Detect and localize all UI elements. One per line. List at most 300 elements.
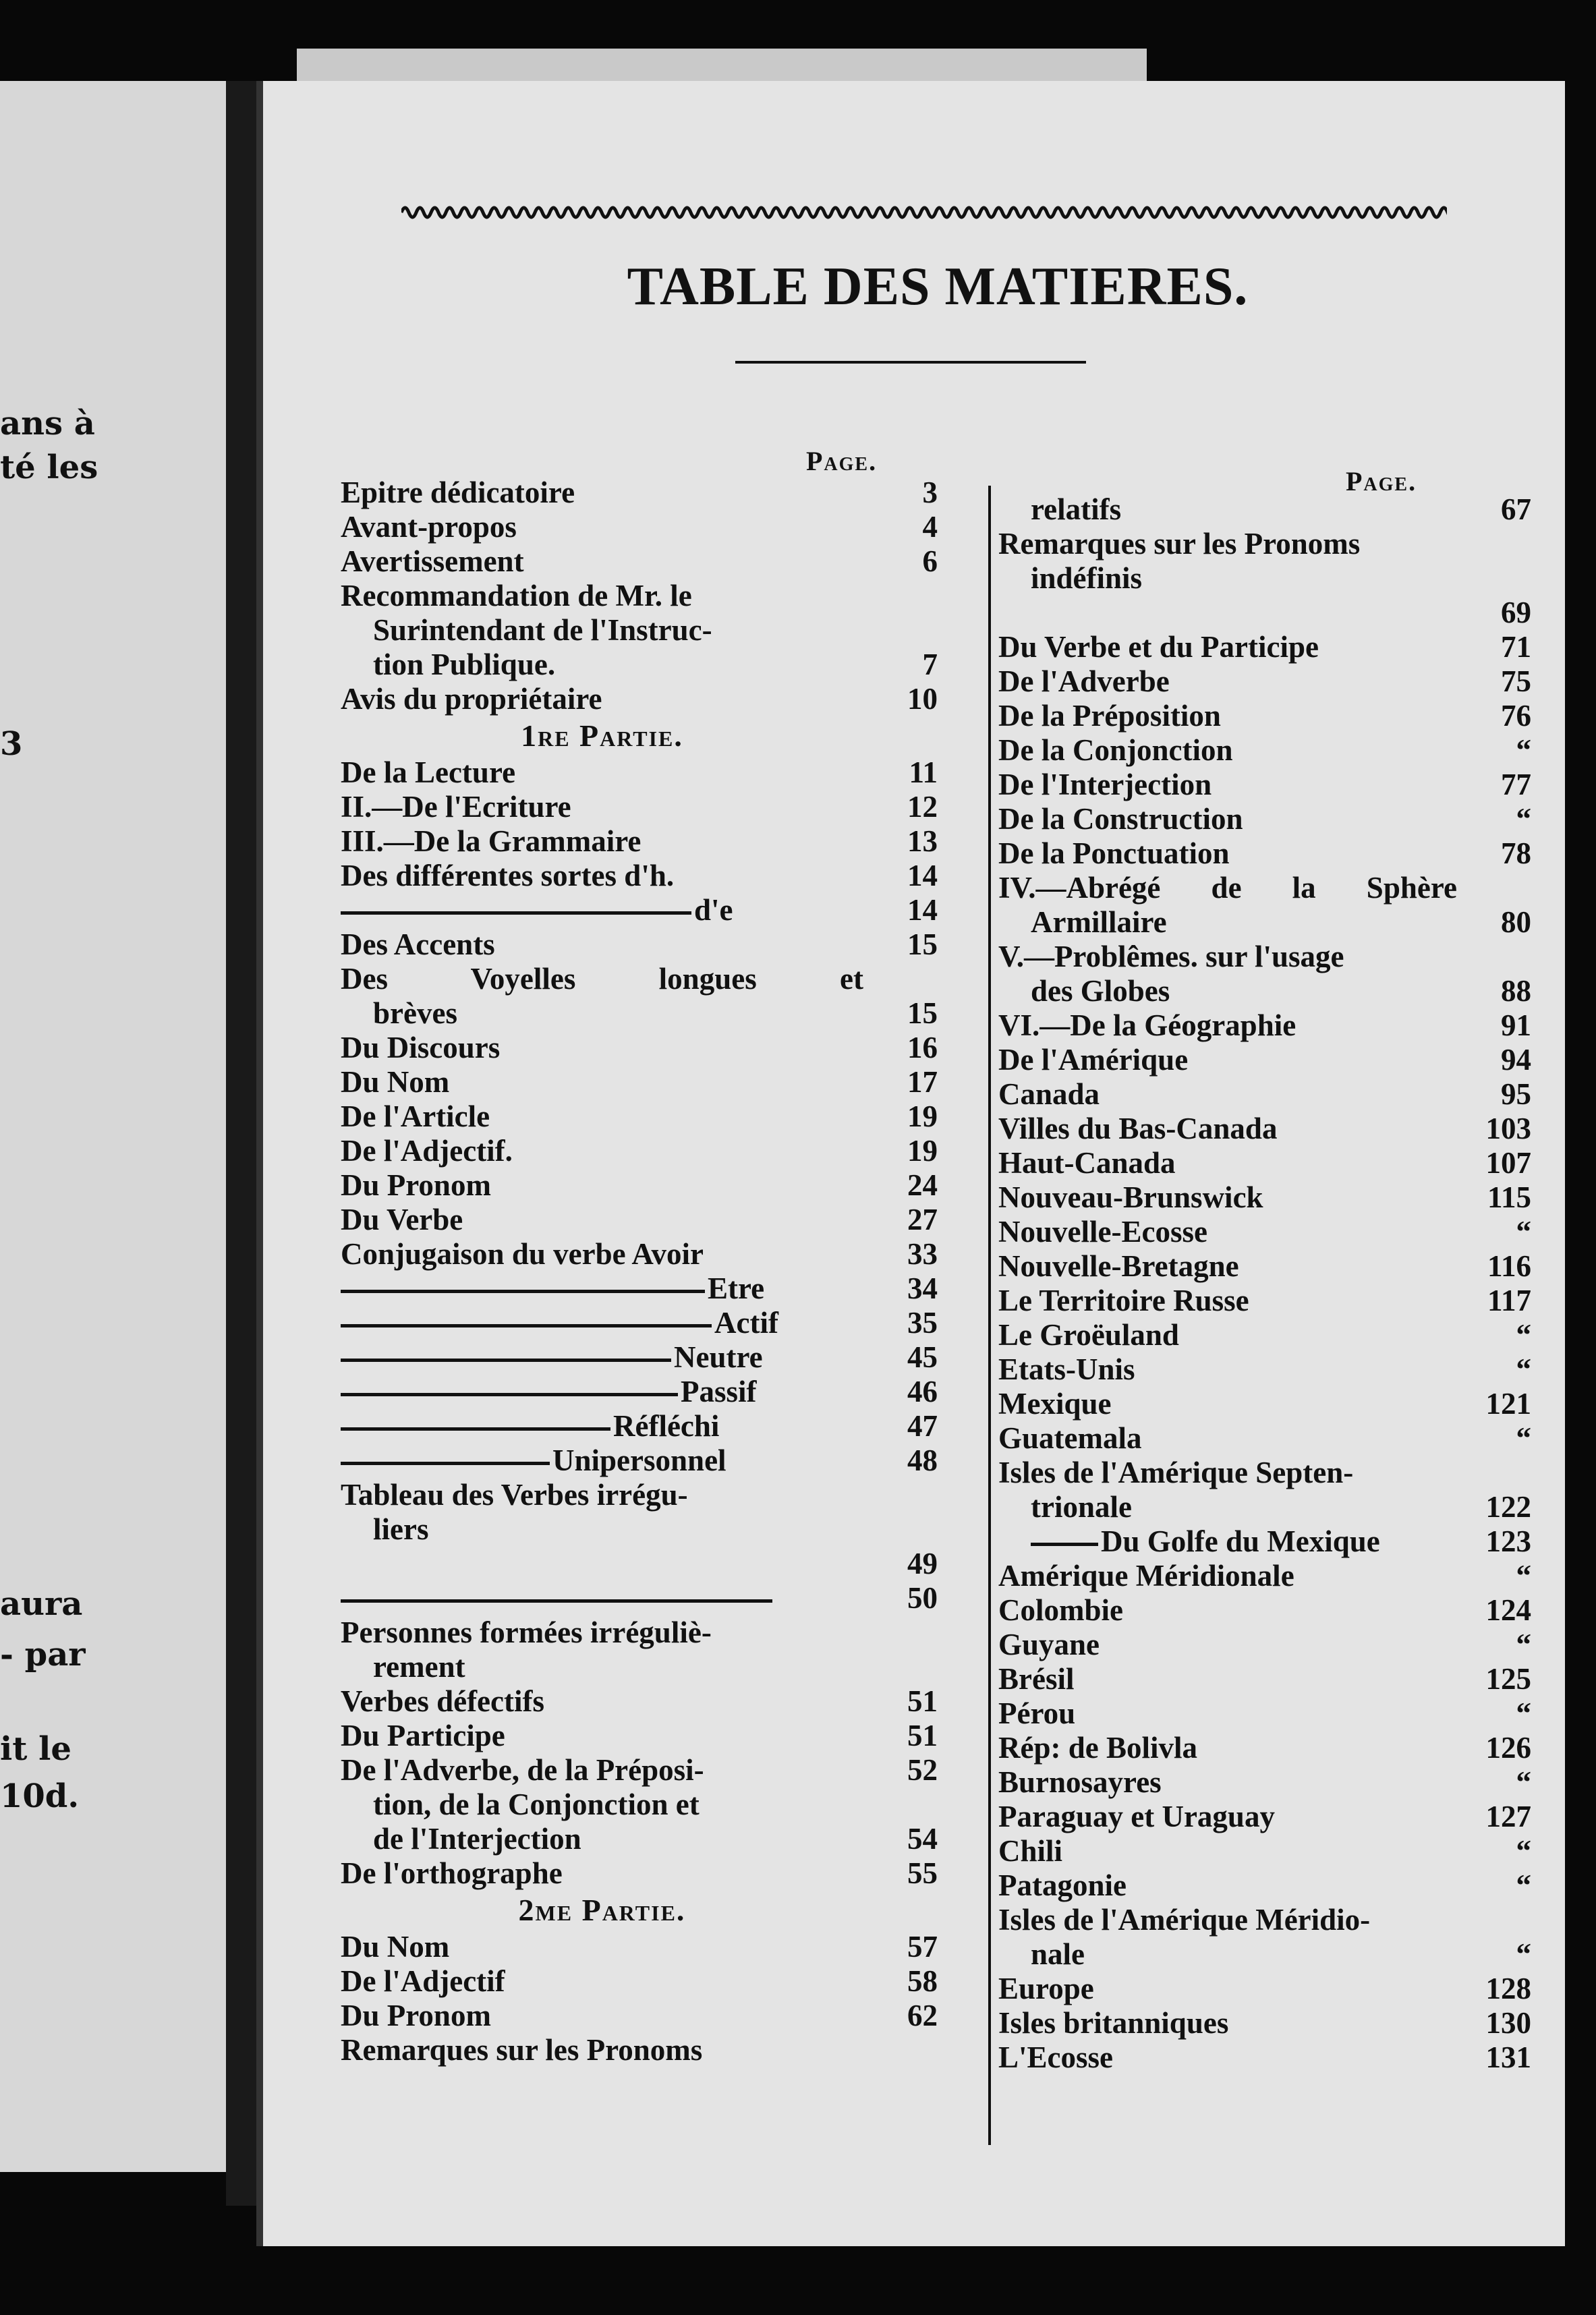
toc-entry-label: Guatemala (998, 1421, 1142, 1455)
toc-entry (998, 1972, 1531, 2006)
toc-entry-title (341, 1719, 863, 1753)
toc-entry (998, 492, 1531, 527)
toc-entry (341, 682, 938, 716)
toc-entry (998, 1284, 1531, 1318)
toc-entry (341, 1753, 938, 1788)
toc-entry-title (998, 1387, 1457, 1421)
toc-entry (341, 927, 938, 962)
facing-page-text: 3 (0, 725, 23, 763)
toc-entry (998, 2006, 1531, 2040)
toc-entry (341, 790, 938, 824)
toc-entry-label: Tableau des Verbes irrégu- (341, 1478, 688, 1512)
toc-entry-label: De la Lecture (341, 755, 516, 789)
toc-page-number: 17 (907, 1065, 938, 1099)
table-of-contents-page (256, 81, 1565, 2246)
toc-entry (998, 1731, 1531, 1765)
toc-entry-label: Guyane (998, 1628, 1100, 1661)
toc-entry (341, 1306, 938, 1340)
toc-entry (341, 1999, 938, 2033)
toc-entry-label: Rép: de Bolivla (998, 1731, 1198, 1765)
toc-entry-title (1031, 1524, 1457, 1559)
toc-entry-title (373, 1512, 863, 1547)
toc-entry (341, 1930, 938, 1964)
toc-page-number: 128 (1485, 1972, 1531, 2005)
toc-entry-title (998, 630, 1457, 664)
toc-entry (341, 476, 938, 510)
toc-entry-title (341, 790, 863, 824)
toc-entry-label: Brésil (998, 1662, 1075, 1696)
toc-page-number: 122 (1485, 1490, 1531, 1524)
toc-entry-label: De l'Adjectif. (341, 1134, 513, 1168)
toc-entry (341, 1168, 938, 1203)
toc-entry (341, 579, 938, 613)
toc-page-number: 14 (907, 859, 938, 892)
toc-entry (341, 755, 938, 790)
toc-entry (998, 905, 1531, 940)
toc-entry-label: Avant-propos (341, 510, 517, 544)
toc-entry-title (341, 1753, 863, 1788)
toc-entry-label: brèves (373, 996, 457, 1030)
toc-page-number: 27 (907, 1203, 938, 1236)
toc-entry-label: de l'Interjection (373, 1822, 581, 1856)
toc-entry-label: De l'Interjection (998, 768, 1212, 801)
toc-page-number: “ (1516, 1868, 1531, 1902)
toc-entry-title (341, 1237, 863, 1271)
toc-entry-label: De l'Adjectif (341, 1964, 505, 1998)
toc-entry (341, 1547, 938, 1581)
toc-entry (998, 699, 1531, 733)
toc-page-number: 121 (1485, 1387, 1531, 1421)
toc-entry-title (341, 893, 863, 927)
toc-entry-label: De l'Adverbe, de la Préposi- (341, 1753, 704, 1787)
toc-entry (998, 1628, 1531, 1662)
toc-entry-title (1031, 1937, 1457, 1972)
toc-entry-label: Du Pronom (341, 1999, 491, 2032)
toc-entry-label: Du Participe (341, 1719, 505, 1752)
toc-entry (341, 1340, 938, 1375)
toc-entry-title (373, 1788, 863, 1822)
toc-page-number: 33 (907, 1237, 938, 1271)
toc-entry-label: Du Nom (341, 1930, 450, 1964)
toc-entry-title (1031, 974, 1457, 1008)
toc-page-number: 15 (907, 996, 938, 1030)
toc-entry (341, 1099, 938, 1134)
toc-page-number: “ (1516, 1834, 1531, 1868)
page-title: TABLE DES MATIERES. (627, 257, 1249, 316)
wavy-rule-ornament (401, 199, 1447, 226)
toc-entry (998, 940, 1531, 974)
toc-entry-title (341, 1444, 863, 1478)
toc-entry (998, 561, 1531, 596)
toc-page-number: 3 (922, 476, 938, 509)
toc-entry (998, 1524, 1531, 1559)
toc-entry-title (341, 1856, 863, 1891)
toc-page-number: 19 (907, 1099, 938, 1133)
toc-entry-label: trionale (1031, 1490, 1132, 1524)
toc-entry-title (341, 1999, 863, 2033)
facing-page-text: it le (0, 1730, 72, 1768)
toc-entry-label: Conjugaison du verbe Avoir (341, 1237, 704, 1271)
facing-page (0, 81, 231, 2172)
toc-entry-label: Du Discours (341, 1031, 501, 1064)
toc-entry-title (341, 1684, 863, 1719)
toc-entry-title (341, 510, 863, 544)
toc-entry-title (998, 527, 1457, 561)
toc-entry (998, 871, 1531, 905)
toc-entry-title (998, 1593, 1457, 1628)
part-heading: 2me Partie. (518, 1893, 686, 1927)
toc-page-number: 4 (922, 510, 938, 544)
toc-entry-title (341, 927, 863, 962)
toc-page-number: 45 (907, 1340, 938, 1374)
toc-page-number: 55 (907, 1856, 938, 1890)
toc-entry (341, 1444, 938, 1478)
toc-entry-label: De l'Article (341, 1099, 490, 1133)
toc-entry (341, 1684, 938, 1719)
toc-entry-title (998, 733, 1457, 768)
toc-entry (998, 1800, 1531, 1834)
toc-entry (998, 1249, 1531, 1284)
toc-entry-label: Surintendant de l'Instruc- (373, 613, 712, 647)
toc-entry-title (1031, 561, 1457, 596)
toc-entry-title (998, 1284, 1457, 1318)
toc-page-number: 24 (907, 1168, 938, 1202)
toc-entry-title (998, 1868, 1457, 1903)
toc-page-number: 125 (1485, 1662, 1531, 1696)
toc-entry-title (998, 1765, 1457, 1800)
toc-entry-title (341, 824, 863, 859)
toc-entry (341, 1134, 938, 1168)
toc-page-number: “ (1516, 733, 1531, 767)
toc-entry-title (341, 476, 863, 510)
toc-entry-label: des Globes (1031, 974, 1170, 1008)
toc-entry-title (998, 1318, 1457, 1352)
toc-entry-label: Europe (998, 1972, 1094, 2005)
toc-entry-title (998, 1352, 1457, 1387)
toc-page-number: “ (1516, 1352, 1531, 1386)
toc-entry-label: relatifs (1031, 492, 1122, 526)
toc-entry-label: Paraguay et Uraguay (998, 1800, 1275, 1833)
column-divider (988, 486, 991, 2145)
toc-entry-title (998, 1972, 1457, 2006)
toc-entry-title (998, 940, 1457, 974)
toc-entry (998, 733, 1531, 768)
toc-entry-label: Personnes formées irréguliè- (341, 1616, 712, 1649)
toc-entry (998, 1765, 1531, 1800)
facing-page-text: aura (0, 1585, 83, 1623)
toc-entry-label: V.—Problêmes. sur l'usage (998, 940, 1344, 973)
toc-entry-label: Haut-Canada (998, 1146, 1176, 1180)
toc-entry (341, 1822, 938, 1856)
toc-entry (998, 1559, 1531, 1593)
toc-entry-label: De la Préposition (998, 699, 1221, 733)
toc-entry (341, 1478, 938, 1512)
toc-page-number: 71 (1501, 630, 1531, 664)
toc-entry-label: Remarques sur les Pronoms (341, 2033, 703, 2067)
toc-entry (998, 1937, 1531, 1972)
toc-entry-label: De la Conjonction (998, 733, 1233, 767)
toc-entry-label: tion, de la Conjonction et (373, 1788, 700, 1821)
toc-page-number: 48 (907, 1444, 938, 1477)
toc-entry (998, 1352, 1531, 1387)
ditto-rule (341, 1393, 678, 1396)
toc-entry (998, 1387, 1531, 1421)
toc-entry-title (373, 1822, 863, 1856)
toc-entry-title (341, 1065, 863, 1099)
toc-page-number: “ (1516, 1628, 1531, 1661)
toc-entry-title (998, 1903, 1457, 1937)
toc-entry-title (373, 996, 863, 1031)
toc-entry-title (341, 579, 863, 613)
toc-entry-title (1031, 905, 1457, 940)
toc-page-number: 34 (907, 1271, 938, 1305)
toc-entry (341, 1788, 938, 1822)
toc-entry (341, 1650, 938, 1684)
toc-entry-label: Nouvelle-Ecosse (998, 1215, 1207, 1249)
toc-page-number: 46 (907, 1375, 938, 1408)
toc-page-number: “ (1516, 802, 1531, 836)
toc-page-number: “ (1516, 1215, 1531, 1249)
toc-entry-title (998, 1628, 1457, 1662)
toc-entry-title (998, 1559, 1457, 1593)
toc-page-number: 12 (907, 790, 938, 824)
toc-entry (998, 1180, 1531, 1215)
toc-entry-label: liers (373, 1512, 429, 1546)
toc-entry-label: Chili (998, 1834, 1063, 1868)
toc-entry-label: Réfléchi (613, 1409, 720, 1443)
toc-page-number: 35 (907, 1306, 938, 1340)
toc-entry-label: Unipersonnel (552, 1444, 726, 1477)
toc-page-number: “ (1516, 1937, 1531, 1971)
toc-entry-label: Isles de l'Amérique Méridio- (998, 1903, 1371, 1937)
toc-entry (341, 893, 938, 927)
toc-entry-title (373, 613, 863, 648)
toc-page-number: 54 (907, 1822, 938, 1856)
toc-entry (998, 1146, 1531, 1180)
facing-page-text: ans à (0, 405, 95, 442)
toc-page-number: “ (1516, 1318, 1531, 1352)
toc-page-number: 14 (907, 893, 938, 927)
toc-entry-label: Des Voyelles longues et (341, 962, 863, 996)
toc-page-number: 107 (1485, 1146, 1531, 1180)
toc-entry (998, 1043, 1531, 1077)
toc-entry-label: Amérique Méridionale (998, 1559, 1294, 1593)
toc-entry-label: Avertissement (341, 544, 524, 578)
toc-entry (341, 613, 938, 648)
toc-page-number: 67 (1501, 492, 1531, 526)
facing-page-text: - par (0, 1636, 86, 1674)
toc-entry-title (998, 1077, 1457, 1112)
toc-page-number: 123 (1485, 1524, 1531, 1558)
toc-page-number: 6 (922, 544, 938, 578)
toc-entry-label: Mexique (998, 1387, 1112, 1421)
toc-page-number: 13 (907, 824, 938, 858)
page-header-left: Page. (806, 446, 878, 476)
toc-entry-title (341, 1134, 863, 1168)
toc-page-number: “ (1516, 1765, 1531, 1799)
toc-page-number: “ (1516, 1421, 1531, 1455)
toc-entry-label: L'Ecosse (998, 2040, 1114, 2074)
toc-page-number: 51 (907, 1684, 938, 1718)
toc-page-number: 78 (1501, 836, 1531, 870)
toc-entry-title (998, 699, 1457, 733)
toc-entry-label: Nouveau-Brunswick (998, 1180, 1263, 1214)
toc-entry-label: Pérou (998, 1696, 1076, 1730)
toc-page-number: 57 (907, 1930, 938, 1964)
toc-entry-title (998, 1456, 1457, 1490)
toc-entry-label: IV.—Abrégé de la Sphère (998, 871, 1457, 905)
toc-entry-title (341, 1964, 863, 1999)
ditto-rule (341, 1359, 671, 1362)
toc-page-number: 51 (907, 1719, 938, 1752)
toc-entry (998, 1215, 1531, 1249)
toc-entry-title (998, 768, 1457, 802)
toc-entry-title (998, 2040, 1457, 2075)
ditto-rule (341, 1324, 712, 1327)
toc-page-number: 126 (1485, 1731, 1531, 1765)
facing-page-text: té les (0, 449, 98, 486)
toc-entry-title (341, 1375, 863, 1409)
toc-page-number: 19 (907, 1134, 938, 1168)
toc-entry-label: Patagonie (998, 1868, 1127, 1902)
facing-page-text: 10d. (0, 1777, 80, 1815)
toc-entry-title (341, 755, 863, 790)
toc-page-number: 130 (1485, 2006, 1531, 2040)
toc-entry-title (998, 1662, 1457, 1696)
toc-entry (998, 1456, 1531, 1490)
toc-entry-title (998, 1215, 1457, 1249)
toc-entry-title (998, 871, 1457, 905)
toc-entry (998, 802, 1531, 836)
toc-page-number: 77 (1501, 768, 1531, 801)
toc-entry (998, 2040, 1531, 2075)
page-header-right: Page. (1346, 466, 1417, 496)
toc-entry-label: d'e (694, 893, 733, 927)
toc-entry (998, 1834, 1531, 1868)
toc-entry-label: Recommandation de Mr. le (341, 579, 692, 612)
toc-entry-label: De la Construction (998, 802, 1243, 836)
toc-page-number: “ (1516, 1696, 1531, 1730)
toc-entry-title (998, 664, 1457, 699)
toc-entry-title (998, 802, 1457, 836)
toc-page-number: 16 (907, 1031, 938, 1064)
toc-entry (998, 1318, 1531, 1352)
toc-entry-title (341, 1168, 863, 1203)
toc-page-number: 10 (907, 682, 938, 716)
toc-entry (998, 1696, 1531, 1731)
toc-page-number: 58 (907, 1964, 938, 1998)
toc-entry-label: Neutre (674, 1340, 763, 1374)
toc-entry (341, 859, 938, 893)
toc-entry (341, 824, 938, 859)
toc-entry-label: Des Accents (341, 927, 495, 961)
toc-entry-title (341, 2033, 863, 2067)
toc-page-number: 116 (1487, 1249, 1531, 1283)
toc-entry-title (341, 1306, 863, 1340)
toc-entry-label: Remarques sur les Pronoms (998, 527, 1361, 561)
toc-entry-label: De l'orthographe (341, 1856, 563, 1890)
toc-entry-label: Etats-Unis (998, 1352, 1135, 1386)
toc-entry-label: II.—De l'Ecriture (341, 790, 571, 824)
ditto-rule (341, 911, 691, 915)
toc-entry-title (341, 1031, 863, 1065)
toc-entry-title (341, 682, 863, 716)
toc-entry-label: Colombie (998, 1593, 1123, 1627)
toc-entry-label: Villes du Bas-Canada (998, 1112, 1278, 1145)
toc-page-number: 50 (907, 1581, 938, 1615)
toc-entry (998, 664, 1531, 699)
toc-page-number: 124 (1485, 1593, 1531, 1627)
toc-entry (341, 648, 938, 682)
toc-entry (998, 1421, 1531, 1456)
toc-entry (341, 1581, 938, 1616)
toc-entry-title (998, 1731, 1457, 1765)
toc-page-number: 75 (1501, 664, 1531, 698)
toc-entry (998, 1077, 1531, 1112)
toc-entry-label: Nouvelle-Bretagne (998, 1249, 1239, 1283)
toc-entry-title (998, 1008, 1457, 1043)
toc-entry-label: De l'Amérique (998, 1043, 1189, 1077)
toc-entry-label: Des différentes sortes d'h. (341, 859, 675, 892)
toc-page-number: 88 (1501, 974, 1531, 1008)
toc-entry-title (1031, 492, 1457, 527)
contents-column-left (341, 476, 938, 2067)
title-rule (735, 361, 1086, 364)
toc-page-number: 11 (909, 755, 938, 789)
toc-entry-label: Etre (708, 1271, 765, 1305)
toc-entry-label: tion Publique. (373, 648, 556, 681)
toc-entry-label: Actif (714, 1306, 778, 1340)
toc-page-number: “ (1516, 1559, 1531, 1593)
toc-entry-title (998, 1249, 1457, 1284)
toc-entry (341, 1512, 938, 1547)
ditto-rule (341, 1599, 772, 1603)
toc-entry (341, 1616, 938, 1650)
part-heading: 1re Partie. (521, 718, 683, 753)
toc-entry (341, 1375, 938, 1409)
toc-entry-title (998, 1834, 1457, 1868)
toc-page-number: 94 (1501, 1043, 1531, 1077)
toc-entry-title (998, 1421, 1457, 1456)
toc-entry (998, 596, 1531, 630)
toc-entry-label: Verbes défectifs (341, 1684, 544, 1718)
toc-entry (998, 1490, 1531, 1524)
toc-entry-label: Isles britanniques (998, 2006, 1229, 2040)
toc-page-number: 76 (1501, 699, 1531, 733)
toc-entry (341, 1856, 938, 1891)
toc-entry (998, 836, 1531, 871)
toc-entry-label: Du Golfe du Mexique (1101, 1524, 1380, 1558)
toc-entry (341, 510, 938, 544)
toc-entry (341, 1203, 938, 1237)
toc-page-number: 115 (1487, 1180, 1531, 1214)
toc-entry-title (998, 836, 1457, 871)
toc-page-number: 62 (907, 1999, 938, 2032)
toc-entry-label: rement (373, 1650, 465, 1684)
toc-entry (998, 1112, 1531, 1146)
toc-page-number: 52 (907, 1753, 938, 1787)
toc-entry (341, 2033, 938, 2067)
toc-entry (998, 1008, 1531, 1043)
ditto-rule (341, 1427, 610, 1431)
toc-entry-title (373, 648, 863, 682)
toc-page-number: 95 (1501, 1077, 1531, 1111)
toc-entry-title (998, 1146, 1457, 1180)
toc-entry (341, 1409, 938, 1444)
toc-entry-label: III.—De la Grammaire (341, 824, 642, 858)
toc-entry (341, 544, 938, 579)
toc-entry-label: Le Territoire Russe (998, 1284, 1249, 1317)
